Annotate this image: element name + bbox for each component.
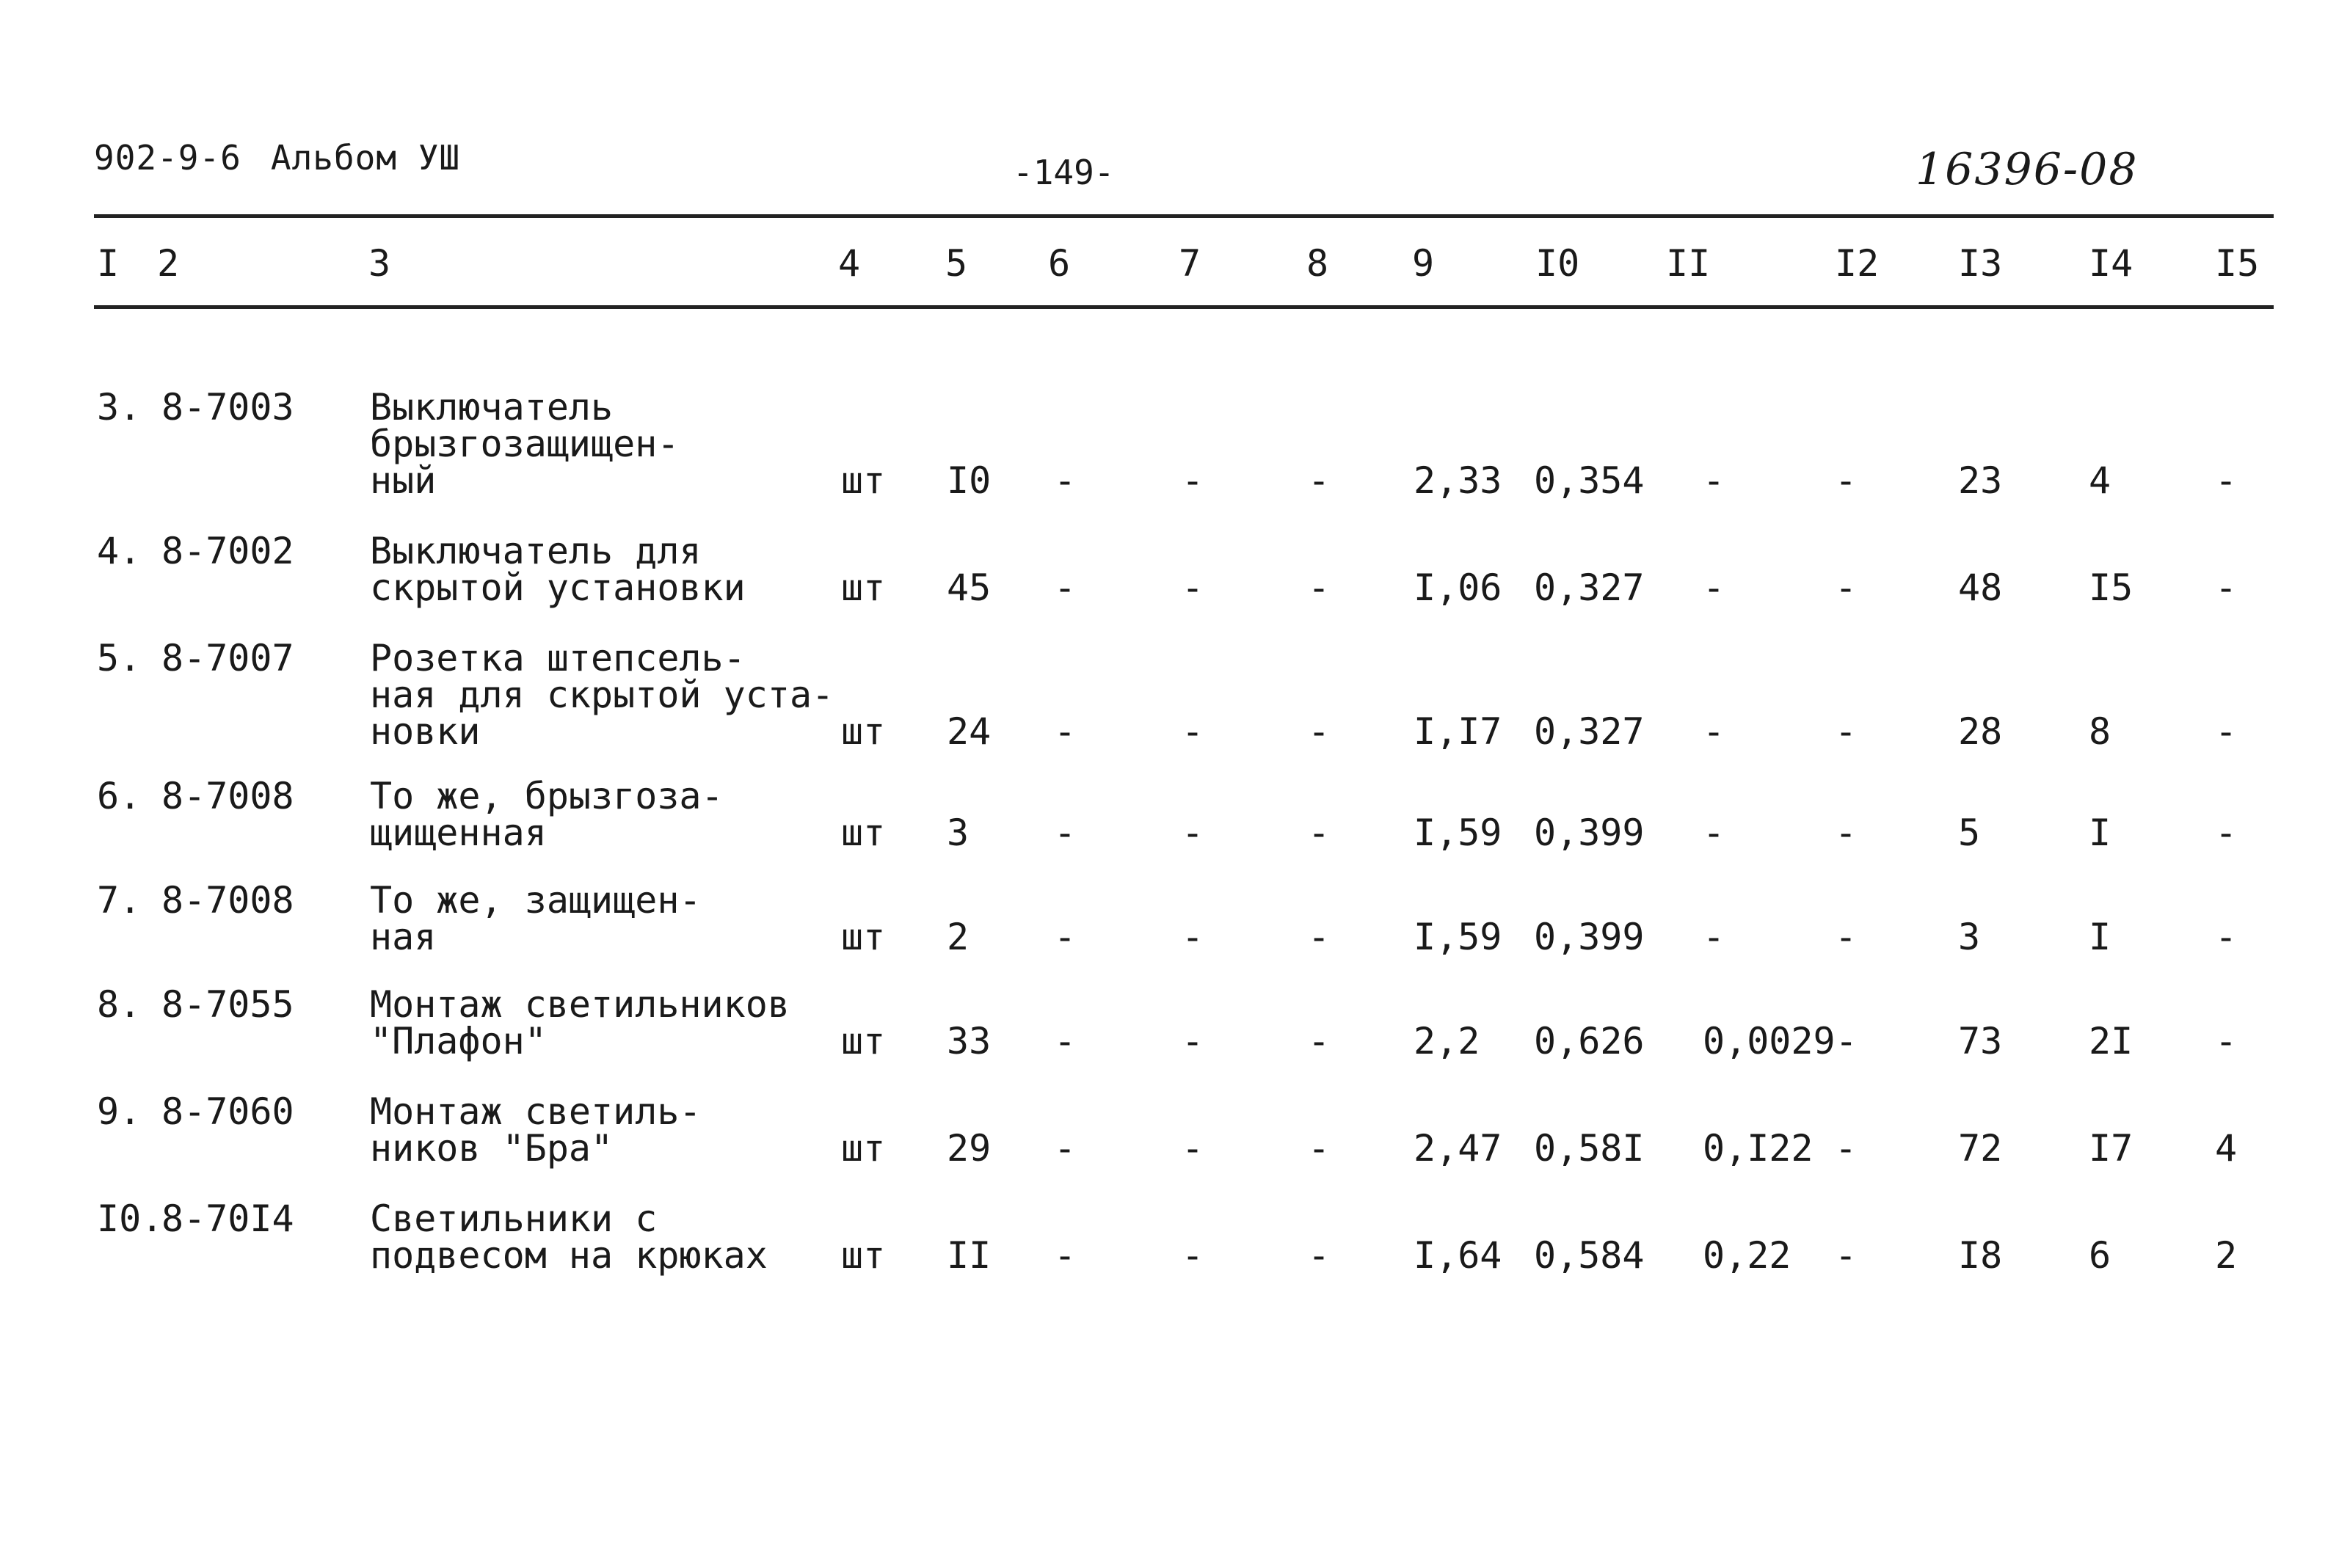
column-number: 5 (945, 242, 968, 285)
row-number: 6. (97, 775, 142, 817)
document-number: 16396-08 (1916, 144, 2139, 195)
row-cell-c7: - (1182, 812, 1204, 854)
row-cell-c6: - (1054, 566, 1077, 609)
row-name (370, 983, 790, 1062)
row-cell-c7: - (1182, 566, 1204, 609)
row-number: 4. (97, 530, 142, 572)
row-cell-c10: 0,584 (1534, 1234, 1645, 1277)
row-cell-c10: 0,626 (1534, 1020, 1645, 1062)
row-number: 3. (97, 386, 142, 429)
row-cell-c8: - (1308, 812, 1331, 854)
row-cell-c9: I,I7 (1414, 710, 1502, 753)
row-cell-c6: - (1054, 1234, 1077, 1277)
column-number: 2 (157, 242, 180, 285)
row-cell-c8: - (1308, 1234, 1331, 1277)
row-cell-c13: 3 (1958, 916, 1981, 958)
column-number: I5 (2215, 242, 2260, 285)
row-cell-qty: 45 (947, 566, 992, 609)
row-name (370, 1090, 702, 1170)
row-name-line: ная для скрытой уста- (370, 674, 834, 716)
row-name-line: ников "Бра" (370, 1127, 614, 1170)
row-cell-c8: - (1308, 710, 1331, 753)
row-cell-unit: шт (841, 916, 886, 958)
row-name-line: Выключатель (370, 386, 614, 429)
row-number: 7. (97, 879, 142, 922)
row-cell-qty: 24 (947, 710, 992, 753)
row-cell-unit: шт (841, 1020, 886, 1062)
column-number: 7 (1179, 242, 1201, 285)
row-cell-unit: шт (841, 459, 886, 502)
row-cell-c15: - (2215, 1020, 2238, 1062)
row-cell-c8: - (1308, 1127, 1331, 1170)
row-name-line: Светильники с (370, 1197, 658, 1240)
row-cell-qty: 33 (947, 1020, 992, 1062)
page-number: -149- (1013, 153, 1115, 192)
column-number: I0 (1535, 242, 1580, 285)
row-cell-qty: I0 (947, 459, 992, 502)
row-cell-c11: - (1703, 710, 1725, 753)
row-code: 8-70I4 (161, 1197, 294, 1240)
row-cell-qty: 3 (947, 812, 970, 854)
column-number: II (1666, 242, 1711, 285)
row-code: 8-7003 (161, 386, 294, 429)
row-cell-c13: 72 (1958, 1127, 2003, 1170)
row-cell-c7: - (1182, 916, 1204, 958)
row-cell-c14: I7 (2089, 1127, 2133, 1170)
row-name (370, 530, 746, 609)
row-cell-c12: - (1835, 1234, 1858, 1277)
row-code: 8-7060 (161, 1090, 294, 1133)
row-cell-c12: - (1835, 459, 1858, 502)
row-cell-unit: шт (841, 1127, 886, 1170)
row-code: 8-7002 (161, 530, 294, 572)
row-cell-c11: 0,I22 (1703, 1127, 1814, 1170)
row-cell-c10: 0,399 (1534, 916, 1645, 958)
album-label: Альбом УШ (270, 138, 461, 178)
row-number: 9. (97, 1090, 142, 1133)
row-cell-c6: - (1054, 710, 1077, 753)
row-cell-c13: 73 (1958, 1020, 2003, 1062)
row-cell-qty: II (947, 1234, 992, 1277)
column-number: 8 (1306, 242, 1329, 285)
row-cell-c12: - (1835, 812, 1858, 854)
row-cell-c14: 8 (2089, 710, 2111, 753)
row-cell-c13: I8 (1958, 1234, 2003, 1277)
row-name-line: щищенная (370, 812, 547, 854)
row-cell-unit: шт (841, 710, 886, 753)
header-left (94, 138, 460, 178)
row-cell-unit: шт (841, 812, 886, 854)
row-cell-c13: 48 (1958, 566, 2003, 609)
row-name-line: новки (370, 710, 481, 753)
row-cell-c11: - (1703, 566, 1725, 609)
row-cell-c6: - (1054, 1127, 1077, 1170)
column-number: I (97, 242, 120, 285)
row-cell-c9: I,06 (1414, 566, 1502, 609)
column-number: 4 (838, 242, 861, 285)
row-name-line: Выключатель для (370, 530, 702, 572)
row-cell-c6: - (1054, 812, 1077, 854)
row-name (370, 879, 702, 958)
series-number: 902-9-6 (94, 138, 241, 178)
row-name-line: То же, брызгоза- (370, 775, 724, 817)
row-cell-c9: 2,47 (1414, 1127, 1502, 1170)
header-rule-top (94, 214, 2274, 218)
row-name (370, 775, 724, 854)
header-rule-bottom (94, 305, 2274, 309)
row-code: 8-7008 (161, 879, 294, 922)
row-cell-c12: - (1835, 916, 1858, 958)
row-cell-c10: 0,399 (1534, 812, 1645, 854)
row-cell-c13: 28 (1958, 710, 2003, 753)
column-number: 3 (368, 242, 391, 285)
row-cell-c15: - (2215, 710, 2238, 753)
row-cell-c10: 0,327 (1534, 710, 1645, 753)
row-name-line: брызгозащищен- (370, 423, 680, 465)
row-cell-c14: I (2089, 812, 2111, 854)
row-name-line: Монтаж светильников (370, 983, 790, 1026)
row-code: 8-7008 (161, 775, 294, 817)
row-cell-c7: - (1182, 1234, 1204, 1277)
row-cell-c14: I (2089, 916, 2111, 958)
row-cell-c8: - (1308, 566, 1331, 609)
row-cell-c7: - (1182, 459, 1204, 502)
row-name-line: подвесом на крюках (370, 1234, 768, 1277)
row-cell-c6: - (1054, 459, 1077, 502)
row-cell-c11: 0,22 (1703, 1234, 1791, 1277)
row-cell-c15: 2 (2215, 1234, 2238, 1277)
row-cell-c12: - (1835, 710, 1858, 753)
row-cell-c12: - (1835, 566, 1858, 609)
row-name-line: скрытой установки (370, 566, 746, 609)
column-number: I3 (1958, 242, 2003, 285)
row-cell-c11: 0,0029- (1703, 1020, 1858, 1062)
row-cell-c14: 6 (2089, 1234, 2111, 1277)
row-cell-qty: 29 (947, 1127, 992, 1170)
row-cell-c9: I,59 (1414, 812, 1502, 854)
row-cell-c9: I,59 (1414, 916, 1502, 958)
row-cell-c10: 0,354 (1534, 459, 1645, 502)
column-number: 6 (1048, 242, 1071, 285)
row-cell-c11: - (1703, 916, 1725, 958)
row-cell-c14: 4 (2089, 459, 2111, 502)
row-cell-qty: 2 (947, 916, 970, 958)
row-cell-c13: 5 (1958, 812, 1981, 854)
row-cell-c14: 2I (2089, 1020, 2133, 1062)
row-cell-c10: 0,58I (1534, 1127, 1645, 1170)
row-cell-c10: 0,327 (1534, 566, 1645, 609)
row-cell-c6: - (1054, 1020, 1077, 1062)
row-cell-c7: - (1182, 1127, 1204, 1170)
row-cell-c11: - (1703, 812, 1725, 854)
row-cell-c7: - (1182, 1020, 1204, 1062)
row-name-line: Монтаж светиль- (370, 1090, 702, 1133)
row-name-line: ный (370, 459, 437, 502)
row-cell-c13: 23 (1958, 459, 2003, 502)
row-number: I0. (97, 1197, 164, 1240)
row-name (370, 637, 834, 753)
row-cell-c9: 2,33 (1414, 459, 1502, 502)
row-cell-c11: - (1703, 459, 1725, 502)
row-cell-c15: - (2215, 459, 2238, 502)
column-number: I2 (1835, 242, 1880, 285)
row-code: 8-7007 (161, 637, 294, 679)
row-cell-c8: - (1308, 916, 1331, 958)
row-cell-c7: - (1182, 710, 1204, 753)
row-name-line: То же, защищен- (370, 879, 702, 922)
row-cell-c6: - (1054, 916, 1077, 958)
row-name (370, 386, 680, 502)
column-number: 9 (1412, 242, 1435, 285)
row-cell-unit: шт (841, 566, 886, 609)
row-cell-c15: - (2215, 566, 2238, 609)
row-name (370, 1197, 768, 1277)
row-cell-c8: - (1308, 459, 1331, 502)
column-number: I4 (2089, 242, 2133, 285)
row-number: 5. (97, 637, 142, 679)
row-code: 8-7055 (161, 983, 294, 1026)
row-cell-c15: 4 (2215, 1127, 2238, 1170)
row-cell-c15: - (2215, 916, 2238, 958)
row-cell-c12: - (1835, 1127, 1858, 1170)
row-cell-c15: - (2215, 812, 2238, 854)
row-name-line: ная (370, 916, 437, 958)
row-cell-c9: I,64 (1414, 1234, 1502, 1277)
row-cell-unit: шт (841, 1234, 886, 1277)
row-cell-c8: - (1308, 1020, 1331, 1062)
row-name-line: Розетка штепсель- (370, 637, 746, 679)
row-cell-c14: I5 (2089, 566, 2133, 609)
row-name-line: "Плафон" (370, 1020, 547, 1062)
row-cell-c9: 2,2 (1414, 1020, 1480, 1062)
row-number: 8. (97, 983, 142, 1026)
